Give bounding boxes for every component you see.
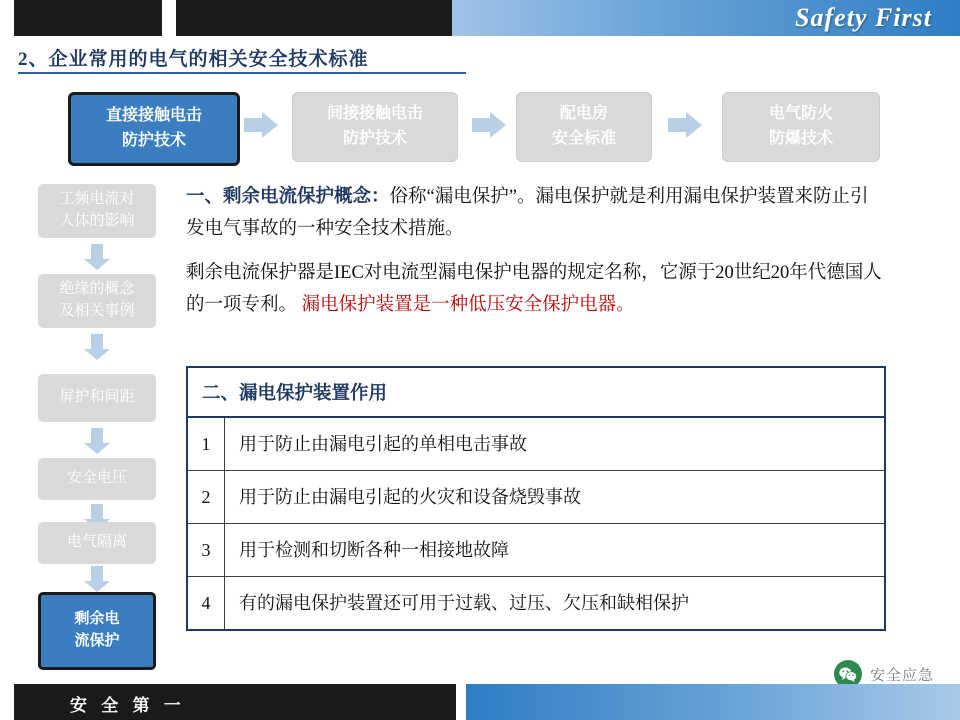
banner-segment-white-left — [0, 0, 14, 36]
chain-arrow-2-icon — [84, 334, 110, 360]
flow-item-3[interactable] — [516, 92, 652, 162]
flow-item-4-line2: 防爆技术 — [768, 130, 833, 147]
chain-arrow-3-icon — [84, 428, 110, 454]
flow-item-2-line2: 防护技术 — [342, 130, 407, 147]
body-paragraph-2-highlight: 漏电保护装置是一种低压安全保护电器。 — [301, 294, 635, 315]
page-title: 2、企业常用的电气的相关安全技术标准 — [18, 49, 369, 70]
top-banner — [0, 0, 960, 36]
body-paragraph-1-rest: 俗称“漏电保护”。漏电保护就是利用漏电保护装置来防止引发电气事故的一种安全技术措施。 — [186, 187, 869, 239]
chain-item-6-line1: 剩余电 — [74, 611, 120, 628]
chain-item-4-line1: 安全电压 — [66, 470, 127, 487]
flow-item-4[interactable] — [722, 92, 880, 162]
flow-item-2-line1: 间接接触电击 — [326, 105, 423, 123]
chain-item-2-line1: 绝缘的概念 — [59, 281, 135, 298]
flow-arrow-2-icon — [472, 112, 506, 138]
banner-segment-white-mid — [162, 0, 176, 36]
table-row-text: 用于防止由漏电引起的火灾和设备烧毁事故 — [239, 486, 581, 507]
chain-item-4[interactable] — [38, 458, 156, 500]
table-row-text: 用于检测和切断各种一相接地故障 — [239, 539, 509, 560]
flow-item-1[interactable] — [68, 92, 240, 166]
chain-item-3-line1: 屏护和间距 — [59, 389, 135, 406]
flow-item-1-line2: 防护技术 — [121, 132, 186, 149]
flow-item-3-line2: 安全标准 — [551, 130, 616, 147]
table-row-text: 有的漏电保护装置还可用于过载、过压、欠压和缺相保护 — [239, 592, 689, 613]
chain-arrow-5-icon — [84, 566, 110, 592]
table-row — [188, 471, 884, 524]
title-underline — [18, 72, 466, 74]
table-row-text: 用于防止由漏电引起的单相电击事故 — [239, 433, 527, 454]
chain-item-5-line1: 电气隔离 — [66, 534, 127, 551]
bottom-banner — [0, 684, 960, 720]
table-row-number: 3 — [188, 524, 225, 576]
table-row-number: 2 — [188, 471, 225, 523]
banner-segment-dark-1 — [14, 0, 162, 36]
body-paragraph-2-text: 剩余电流保护器是IEC对电流型漏电保护电器的规定名称，它源于20世纪20年代德国人的一项专利。 — [186, 263, 882, 315]
flow-item-3-line1: 配电房 — [559, 105, 608, 123]
chain-item-2-line2: 及相关事例 — [59, 303, 135, 319]
table-row — [188, 577, 884, 629]
banner-title: Safety First — [795, 3, 932, 32]
flow-arrow-1-icon — [244, 112, 278, 138]
body-paragraph-1 — [186, 182, 886, 246]
table-row — [188, 524, 884, 577]
bottom-segment-white — [456, 684, 466, 720]
chain-item-2[interactable] — [38, 274, 156, 328]
chain-item-3[interactable] — [38, 374, 156, 422]
table-header: 二、漏电保护装置作用 — [188, 368, 884, 418]
flow-item-4-line1: 电气防火 — [768, 105, 833, 123]
flow-item-2[interactable] — [292, 92, 458, 162]
table-row-number: 1 — [188, 418, 225, 470]
chain-item-1-line1: 工频电流对 — [59, 191, 135, 208]
chain-item-6-line2: 流保护 — [74, 633, 120, 649]
chain-item-5[interactable] — [38, 522, 156, 564]
flow-arrow-3-icon — [668, 112, 702, 138]
body-paragraph-1-lead: 一、剩余电流保护概念： — [186, 187, 390, 207]
body-paragraph-2 — [186, 258, 886, 322]
chain-item-1-line2: 人体的影响 — [59, 213, 135, 229]
banner-segment-dark-2 — [176, 0, 452, 36]
chain-arrow-1-icon — [84, 244, 110, 270]
chain-item-1[interactable] — [38, 184, 156, 238]
table-row-number: 4 — [188, 577, 225, 629]
bottom-segment-blue — [466, 684, 960, 720]
effects-table — [186, 366, 886, 631]
table-row — [188, 418, 884, 471]
watermark-label: 安全应急 — [869, 667, 934, 684]
flow-item-1-line1: 直接接触电击 — [105, 107, 202, 125]
chain-item-6[interactable] — [38, 592, 156, 670]
bottom-banner-title: 安 全 第 一 — [70, 696, 186, 715]
